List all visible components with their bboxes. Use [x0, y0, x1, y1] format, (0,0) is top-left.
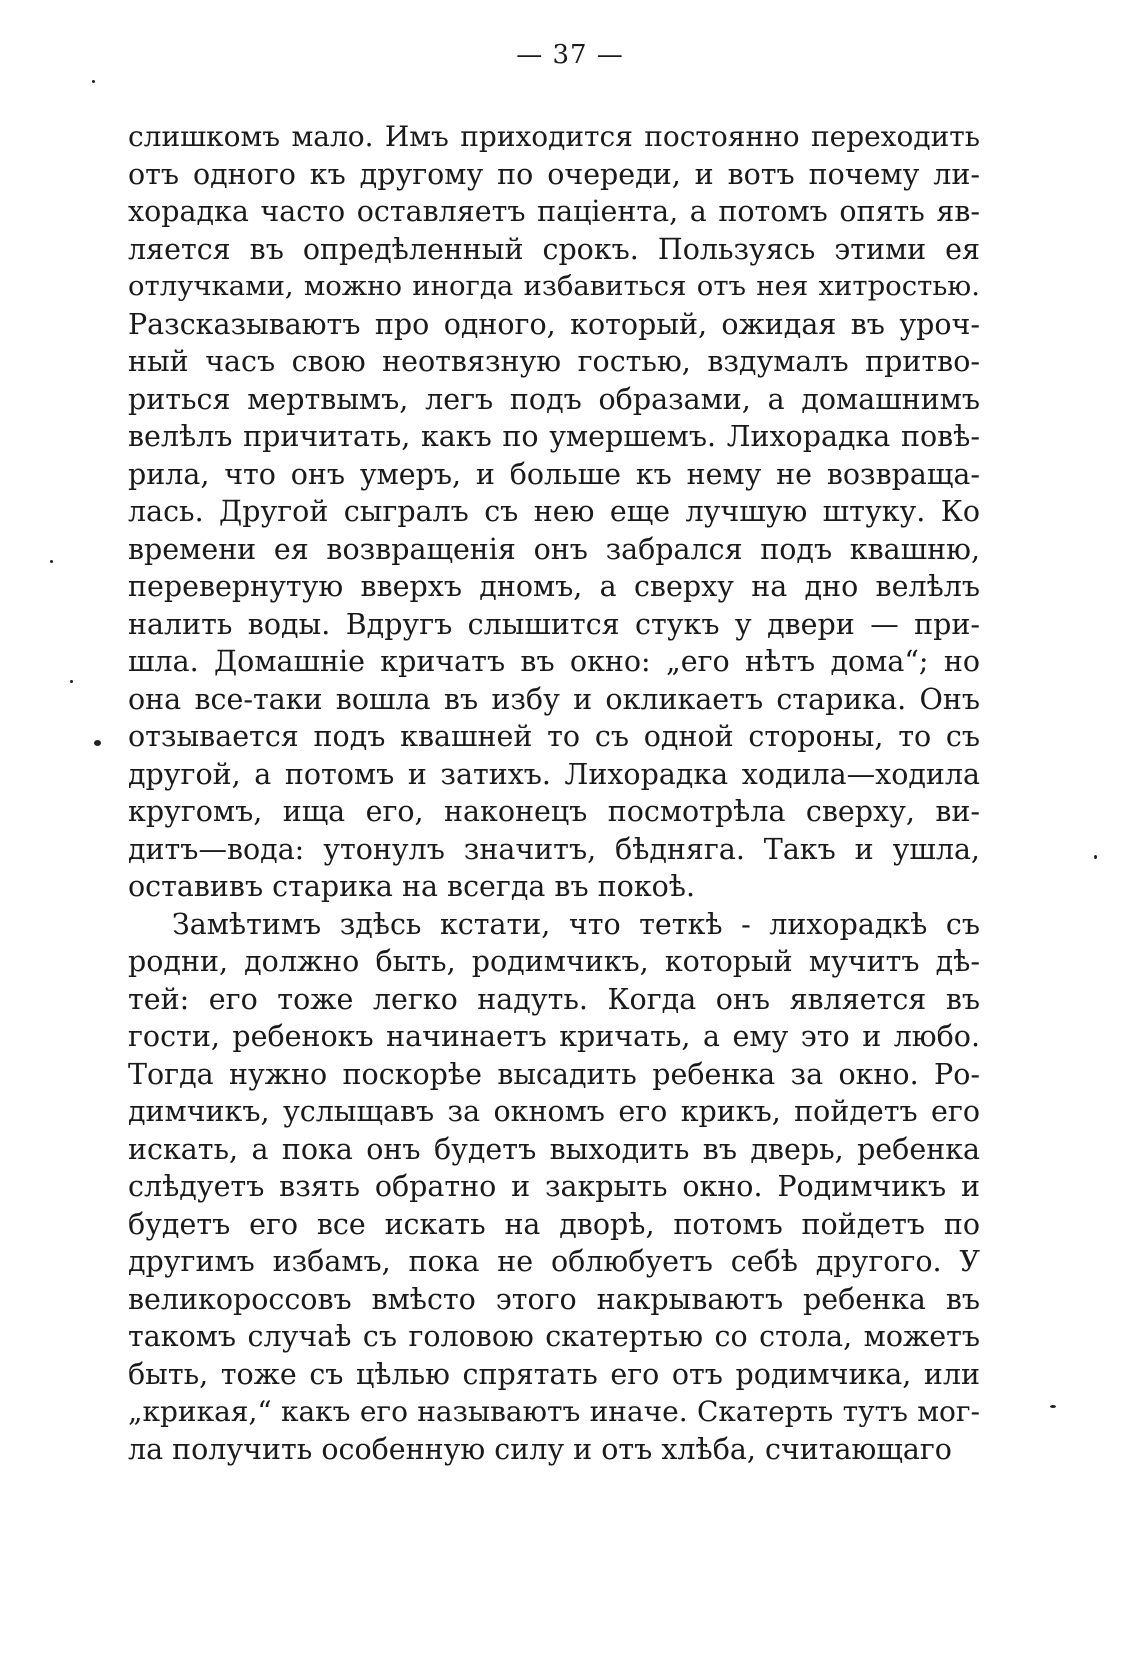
text-line: Разсказываютъ про одного, который, ожидая въ уроч-	[128, 307, 980, 341]
scan-speck	[1094, 855, 1097, 859]
text-line: рила, что онъ умеръ, и больше къ нему не возвраща-	[128, 457, 980, 491]
paragraph-1	[128, 118, 980, 906]
text-line: риться мертвымъ, легъ подъ образами, а домашнимъ	[128, 382, 980, 416]
scan-speck	[92, 80, 95, 83]
text-line: лась. Другой сыгралъ съ нею еще лучшую штуку. Ко	[128, 495, 980, 528]
text-line: отлучками, можно иногда избавиться отъ нея хитростью.	[128, 270, 980, 302]
scan-speck	[1050, 1405, 1056, 1408]
text-line: времени ея возвращенія онъ забрался подъ квашню,	[128, 532, 980, 566]
text-line: „крикая,“ какъ его называютъ иначе. Скатерть тутъ мог-	[128, 1395, 980, 1428]
text-line: Тогда нужно поскорѣе высадить ребенка за окно. Ро-	[128, 1057, 980, 1091]
text-line: будетъ его все искать на дворѣ, потомъ пойдетъ по	[128, 1207, 980, 1241]
text-line: ный часъ свою неотвязную гостью, вздумалъ притво-	[128, 345, 980, 378]
text-line: великороссовъ вмѣсто этого накрываютъ ребенка въ	[128, 1282, 980, 1316]
scan-speck	[50, 560, 53, 563]
text-line: родни, должно быть, родимчикъ, который мучитъ дѣ-	[128, 945, 980, 978]
text-line: велѣлъ причитать, какъ по умершемъ. Лихорадка повѣ-	[128, 420, 980, 453]
text-line: налить воды. Вдругъ слышится стукъ у двери — при-	[128, 607, 980, 641]
text-line: ляется въ опредѣленный срокъ. Пользуясь этими ея	[128, 232, 980, 266]
text-line: искать, а пока онъ будетъ выходить въ дверь, ребенка	[128, 1132, 980, 1166]
text-line: дитъ—вода: утонулъ значитъ, бѣдняга. Такъ и ушла,	[128, 832, 980, 866]
text-line: гости, ребенокъ начинаетъ кричать, а ему это и любо.	[128, 1020, 980, 1053]
text-line: тей: его тоже легко надуть. Когда онъ является въ	[128, 982, 980, 1016]
text-line: кругомъ, ища его, наконецъ посмотрѣла сверху, ви-	[128, 795, 980, 828]
paragraph-2	[128, 906, 980, 1469]
text-line: быть, тоже съ цѣлью спрятать его отъ родимчика, или	[128, 1357, 980, 1391]
scan-speck	[70, 680, 73, 683]
text-line: она все-таки вошла въ избу и окликаетъ старика. Онъ	[128, 682, 980, 716]
text-line: шла. Домашніе кричатъ въ окно: „его нѣтъ дома“; но	[128, 645, 980, 678]
page-number: — 37 —	[516, 40, 624, 70]
text-line: хорадка часто оставляетъ паціента, а потомъ опять яв-	[128, 195, 980, 228]
body-text	[128, 118, 980, 1468]
text-line: другой, а потомъ и затихъ. Лихорадка ходила—ходила	[128, 757, 980, 791]
text-line: слишкомъ мало. Имъ приходится постоянно переходить	[128, 120, 980, 153]
text-line: ла получить особенную силу и отъ хлѣба, считающаго	[128, 1432, 952, 1466]
text-line: слѣдуетъ взять обратно и закрыть окно. Родимчикъ и	[128, 1170, 980, 1203]
text-line: Замѣтимъ здѣсь кстати, что теткѣ - лихорадкѣ съ	[172, 907, 980, 941]
text-line: оставивъ старика на всегда въ покоѣ.	[128, 870, 696, 903]
text-line: димчикъ, услыщавъ за окномъ его крикъ, пойдетъ его	[128, 1095, 980, 1128]
text-line: перевернутую вверхъ дномъ, а сверху на дно велѣлъ	[128, 570, 980, 603]
text-line: такомъ случаѣ съ головою скатертью со стола, можетъ	[128, 1320, 980, 1353]
text-line: другимъ избамъ, пока не облюбуетъ себѣ другого. У	[128, 1245, 980, 1278]
text-line: отъ одного къ другому по очереди, и вотъ почему ли-	[128, 157, 980, 191]
scan-speck	[94, 740, 101, 746]
text-line: отзывается подъ квашней то съ одной стороны, то съ	[128, 720, 980, 753]
